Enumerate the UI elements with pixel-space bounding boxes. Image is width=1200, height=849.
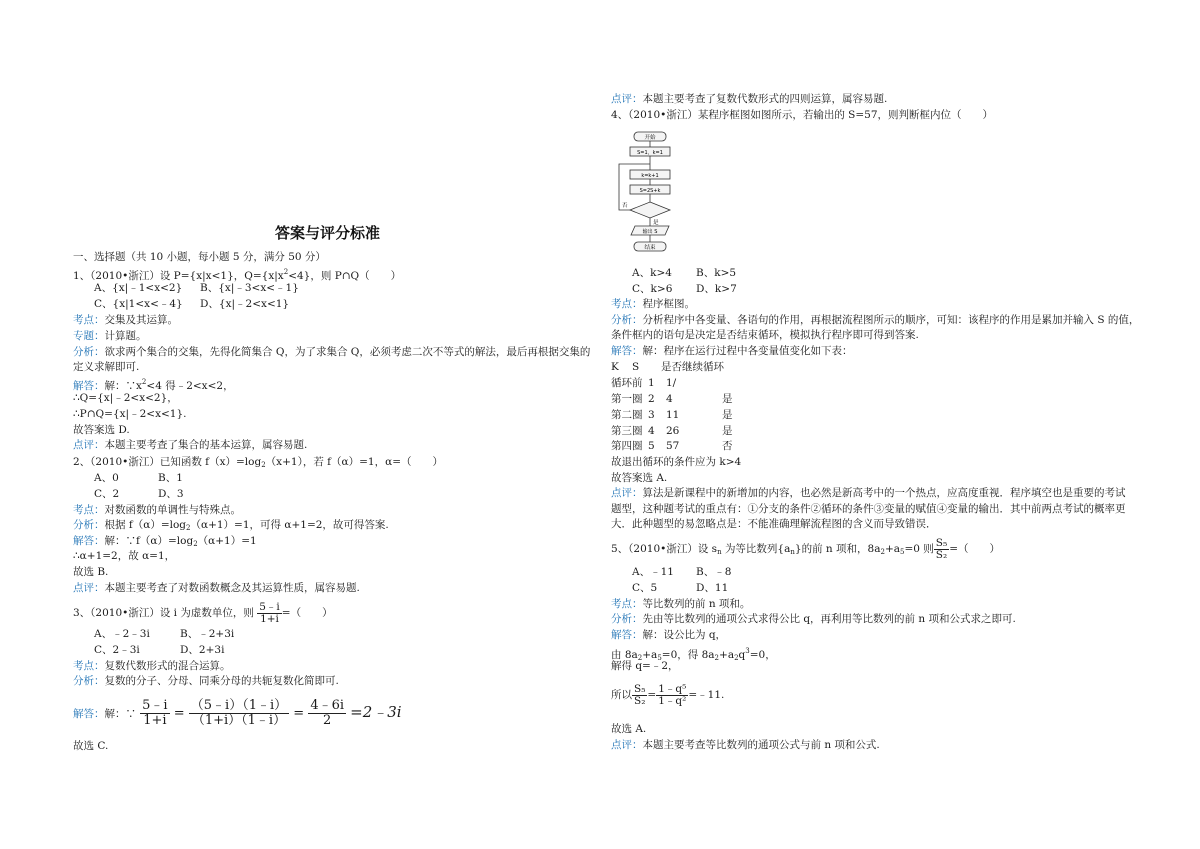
q1-dianping: 点评：本题主要考查了集合的基本运算，属容易题. <box>73 439 308 451</box>
q1-option-a: A、{x|﹣1<x<2} <box>94 282 183 294</box>
flow-output-label: 输出 S <box>642 229 658 235</box>
q4-table-row-label: 第一圈 <box>611 393 643 405</box>
q4-table-row-s: 57 <box>666 440 680 452</box>
q3-stem: 3、（2010•浙江）设 i 为虚数单位，则 $\frac{5﹣i}{1+i}$ =（ ） <box>73 600 333 625</box>
q4-table-row-continue: 是 <box>722 393 733 405</box>
q1-jieda: 解答：解：$\because x^2<4$ 得﹣2<x<2， <box>73 378 234 392</box>
q4-option-c: C、k>6 <box>632 283 673 295</box>
q2-stem: 2、（2010•浙江）已知函数 $f(x)=\log_2(x+1)$，若 f（α）=1，α=（ ） <box>73 456 444 469</box>
q3-fraction-3: $\frac{4﹣6i}{2}$ <box>310 698 345 728</box>
q2-option-d: D、3 <box>158 488 184 500</box>
q1-zhuanti: 专题：计算题。 <box>73 330 147 342</box>
q4-table-row-s: 11 <box>666 409 680 421</box>
q3-fraction-2: $\frac{(5﹣i)(1﹣i)}{(1+i)(1﹣i)}$ <box>190 698 288 728</box>
q4-option-d: D、k>7 <box>696 283 737 295</box>
q4-table-row-label: 第三圈 <box>611 425 643 437</box>
q4-stem: 4、（2010•浙江）某程序框图如图所示，若输出的 S=57，则判断框内位（ ） <box>611 109 994 121</box>
q3-dianping: 点评：本题主要考查了复数代数形式的四则运算，属容易题. <box>611 93 888 105</box>
q3-option-d: D、2+3i <box>180 644 225 656</box>
q4-option-b: B、k>5 <box>696 267 737 279</box>
q1-fenxi-2: 定义求解即可. <box>73 361 140 373</box>
q4-dianping-3: 大．此种题型的易忽略点是：不能准确理解流程图的含义而导致错误． <box>611 518 937 530</box>
q5-kaodian: 考点：等比数列的前 n 项和。 <box>611 598 751 610</box>
q3-jieda: 解答：解：∵ $\frac{5﹣i}{1+i}$ = $\frac{(5﹣i)(1﹣i)}{(1+i)(1﹣i)}$ = $\frac{4﹣6i}{2}$ =2﹣3i <box>73 698 402 728</box>
q4-jieda: 解答：解：程序在运行过程中各变量值变化如下表： <box>611 345 853 357</box>
q1-fenxi: 分析：欲求两个集合的交集，先得化简集合 Q，为了求集合 Q，必须考虑二次不等式的解法，最后再根据交集的 <box>73 346 591 358</box>
q2-dianping: 点评：本题主要考查了对数函数概念及其运算性质，属容易题. <box>73 582 360 594</box>
q4-option-a: A、k>4 <box>632 267 672 279</box>
q4-table-row-continue: 是 <box>722 425 733 437</box>
q1-answer: 故答案选 D. <box>73 424 130 436</box>
q3-fenxi: 分析：复数的分子、分母、同乘分母的共轭复数化简即可. <box>73 675 339 687</box>
q5-jieda-4: 所以 $\frac{\text{S₅}}{\text{S₂}}$ = $\frac{\text{1﹣q⁵}}{\text{1﹣q²}}$ =﹣11. <box>611 682 725 707</box>
q3-result: =2﹣3i <box>350 703 402 721</box>
q5-fenxi: 分析：先由等比数列的通项公式求得公比 q，再利用等比数列的前 n 项和公式求之即可. <box>611 613 1016 625</box>
q5-jieda-3: 解得 q=﹣2， <box>611 660 679 672</box>
flow-yes-label: 是 <box>653 220 659 226</box>
q1-option-d: D、{x|﹣2<x<1} <box>200 298 290 310</box>
q5-option-d: D、11 <box>696 582 729 594</box>
flow-decision-diamond <box>630 202 670 218</box>
q3-option-a: A、﹣2﹣3i <box>94 628 150 640</box>
q4-answer: 故答案选 A. <box>611 472 668 484</box>
q5-stem: 5、（2010•浙江）设 $s_n$ 为等比数列$\{a_n\}$的前 n 项和，$8a_2+a_5=0$ 则 $\frac{\text{S₅}}{\text{S₂}}$ =（ ） <box>611 536 1001 561</box>
section-heading: 一、选择题（共 10 小题，每小题 5 分，满分 50 分） <box>73 251 326 263</box>
q4-kaodian: 考点：程序框图。 <box>611 298 695 310</box>
q5-answer: 故选 A. <box>611 723 647 735</box>
q1-jieda-2: ∴Q={x|﹣2<x<2}， <box>73 392 178 404</box>
q5-fraction-1: $\frac{\text{S₅}}{\text{S₂}}$ <box>634 682 646 707</box>
q2-kaodian: 考点：对数函数的单调性与特殊点。 <box>73 504 241 516</box>
q4-fenxi-2: 条件框内的语句是决定是否结束循环，模拟执行程序即可得到答案. <box>611 329 919 341</box>
q5-stem-fraction: $\frac{\text{S₅}}{\text{S₂}}$ <box>935 536 948 561</box>
q1-option-b: B、{x|﹣3<x<﹣1} <box>200 282 299 294</box>
q5-option-a: A、﹣11 <box>632 566 674 578</box>
q3-option-c: C、2﹣3i <box>94 644 140 656</box>
q4-dianping-2: 题型，这种题考试的重点有：①分支的条件②循环的条件③变量的赋值④变量的输出．其中前两点考试的概率更 <box>611 503 1126 515</box>
q1-kaodian: 考点：交集及其运算。 <box>73 314 178 326</box>
q4-dianping: 点评：算法是新课程中的新增加的内容，也必然是新高考中的一个热点，应高度重视．程序填空也是重要的考试 <box>611 487 1126 499</box>
q2-jieda: 解答：解：$\because f(\alpha)=\log_2(\alpha+1)=1$ <box>73 535 257 548</box>
q4-table-row-k: 5 <box>648 440 655 452</box>
q1-option-c: C、{x|1<x<﹣4} <box>94 298 183 310</box>
q3-option-b: B、﹣2+3i <box>180 628 235 640</box>
q3-kaodian: 考点：复数代数形式的混合运算。 <box>73 660 231 672</box>
q4-table-row-label: 第四圈 <box>611 440 643 452</box>
q5-jieda-2: 由 $8a_2+a_5=0$，得 $8a_2+a_2q^3=0$， <box>611 647 776 662</box>
q5-dianping: 点评：本题主要考查等比数列的通项公式与前 n 项和公式. <box>611 739 880 751</box>
page-title: 答案与评分标准 <box>275 224 381 242</box>
flow-init-label: S=1，k=1 <box>637 150 663 156</box>
q4-jieda-2: 故退出循环的条件应为 k>4 <box>611 456 742 468</box>
q4-table-row-continue: 否 <box>722 440 733 452</box>
q4-table-header-k: K <box>611 361 619 373</box>
q3-fraction-1: $\frac{5﹣i}{1+i}$ <box>142 698 168 728</box>
q1-stem: 1、（2010•浙江）设 P={x|x<1}，$Q=\{x|x^2<4\}$，则 P∩Q（ ） <box>73 268 402 282</box>
q4-table-header-s: S <box>632 361 640 373</box>
q2-jieda-2: ∴α+1=2，故 α=1， <box>73 550 176 562</box>
q5-option-b: B、﹣8 <box>696 566 732 578</box>
q2-fenxi: 分析：根据 $f(\alpha)=\log_2(\alpha+1)=1$，可得 α+1=2，故可得答案. <box>73 519 389 532</box>
flow-no-label: 否 <box>622 203 628 209</box>
q1-jieda-3: ∴P∩Q={x|﹣2<x<1}. <box>73 408 187 420</box>
q3-answer: 故选 C. <box>73 740 109 752</box>
q5-jieda: 解答：解：设公比为 q， <box>611 629 727 641</box>
q5-fraction-2: $\frac{\text{1﹣q⁵}}{\text{1﹣q²}}$ <box>658 682 687 707</box>
q4-fenxi: 分析：分析程序中各变量、各语句的作用，再根据流程图所示的顺序，可知：该程序的作用是累加并输入 S 的值， <box>611 314 1140 326</box>
q4-table-row-k: 3 <box>648 409 655 421</box>
flow-step1-label: k=k+1 <box>641 173 659 179</box>
q4-table-row-label: 第二圈 <box>611 409 643 421</box>
q2-option-c: C、2 <box>94 488 120 500</box>
q2-option-a: A、0 <box>94 472 119 484</box>
q3-stem-fraction: $\frac{5﹣i}{1+i}$ <box>259 600 280 625</box>
q4-table-row-label: 循环前 <box>611 377 643 389</box>
q4-table-row-k: 4 <box>648 425 655 437</box>
q4-table-row-s: 26 <box>666 425 680 437</box>
q4-table-row-continue: 是 <box>722 409 733 421</box>
q4-table-row-k: 1 <box>648 377 655 389</box>
q4-table-row-s: 1/ <box>666 377 677 389</box>
flow-end-label: 结束 <box>644 245 656 251</box>
q5-option-c: C、5 <box>632 582 658 594</box>
q4-table-row-s: 4 <box>666 393 673 405</box>
q2-answer: 故选 B. <box>73 566 109 578</box>
q4-table-header-continue: 是否继续循环 <box>661 361 724 373</box>
q4-flowchart <box>618 130 682 256</box>
q2-option-b: B、1 <box>158 472 183 484</box>
flow-start-label: 开始 <box>644 135 656 141</box>
flow-step2-label: S=2S+k <box>639 188 661 194</box>
q4-table-row-k: 2 <box>648 393 655 405</box>
